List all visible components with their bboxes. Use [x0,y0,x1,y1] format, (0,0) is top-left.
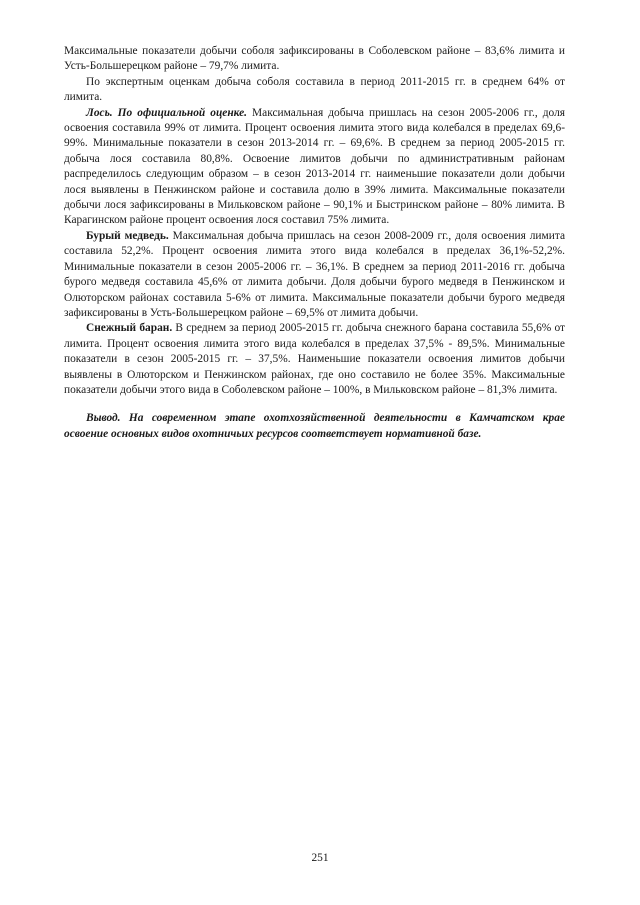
section-heading-brown-bear: Бурый медведь. [86,229,169,242]
section-heading-snow-sheep: Снежный баран. [86,322,173,335]
paragraph-sable-max [64,44,565,75]
paragraph-text: В среднем за период 2005-2015 гг. добыча снежного барана составила 55,6% от лимита. Процент освоения лимита этого вида колебался в пределах 37,5% - 89,5%. Минимальные показатели в сезон 2005-2015 гг. – 37,5%. Наименьшие показатели освоения лимитов добычи выявлены в Олюторском и Пенжинском районах, где оно составило не более 35%. Максимальные показатели добычи этого вида в Соболевском районе – 100%, в Мильковском районе – 81,3% лимита. [64,322,565,396]
paragraph-brown-bear [64,229,565,321]
page-number: 251 [311,852,329,864]
paragraph-text: По экспертным оценкам добыча соболя составила в период 2011-2015 гг. в среднем 64% от лимита. [64,75,565,104]
document-body [64,44,565,454]
paragraph-text: Максимальная добыча пришлась на сезон 2005-2006 гг., доля освоения составила 99% от лимита. Процент освоения лимита этого вида колебался в пределах 69,6-99%. Минимальные показатели в сезон 2013-2014 гг. – 69,6%. В среднем за период 2005-2015 гг. добыча лося составила 80,8%. Освоение лимитов добычи по административным районам распределилось следующим образом – в сезон 2013-2014 гг. наименьшие показатели доли добычи лося выявлены в Пенжинском районе и составила долю в 39% лимита. Максимальные показатели добычи лося зафиксированы в Мильковском районе – 90,1% и Быстринском районе – 80% лимита. В Карагинском районе процент освоения лося составил 75% лимита. [64,106,565,227]
paragraph-text: Максимальные показатели добычи соболя зафиксированы в Соболевском районе – 83,6% лимита и Усть-Большерецком районе – 79,7% лимита. [64,45,565,73]
section-heading-moose: Лось. [86,106,113,119]
conclusion [64,411,565,442]
section-subheading: По официальной оценке. [117,106,248,119]
paragraph-text: Максимальная добыча пришлась на сезон 2008-2009 гг., доля освоения лимита составила 52,2%. Процент освоения лимита этого вида колебался в пределах 36,1%-52,2%. Минимальные показатели в сезон 2005-2006 гг. – 36,1%. В среднем за период 2011-2016 гг. добыча бурого медведя составила 45,6% от лимита добычи. Доля добычи бурого медведя в Пенжинском и Олюторском районах составила 5-6% от лимита. Максимальные показатели добычи бурого медведя зафиксированы в Усть-Большерецком районе – 69,5% от лимита добычи. [64,229,566,319]
paragraph-snow-sheep [64,321,565,398]
paragraph-sable-expert [64,75,565,106]
paragraph-moose [64,106,565,229]
conclusion-text: Вывод. На современном этапе охотхозяйственной деятельности в Камчатском крае освоение основных видов охотничьих ресурсов соответствует нормативной базе. [64,412,565,440]
